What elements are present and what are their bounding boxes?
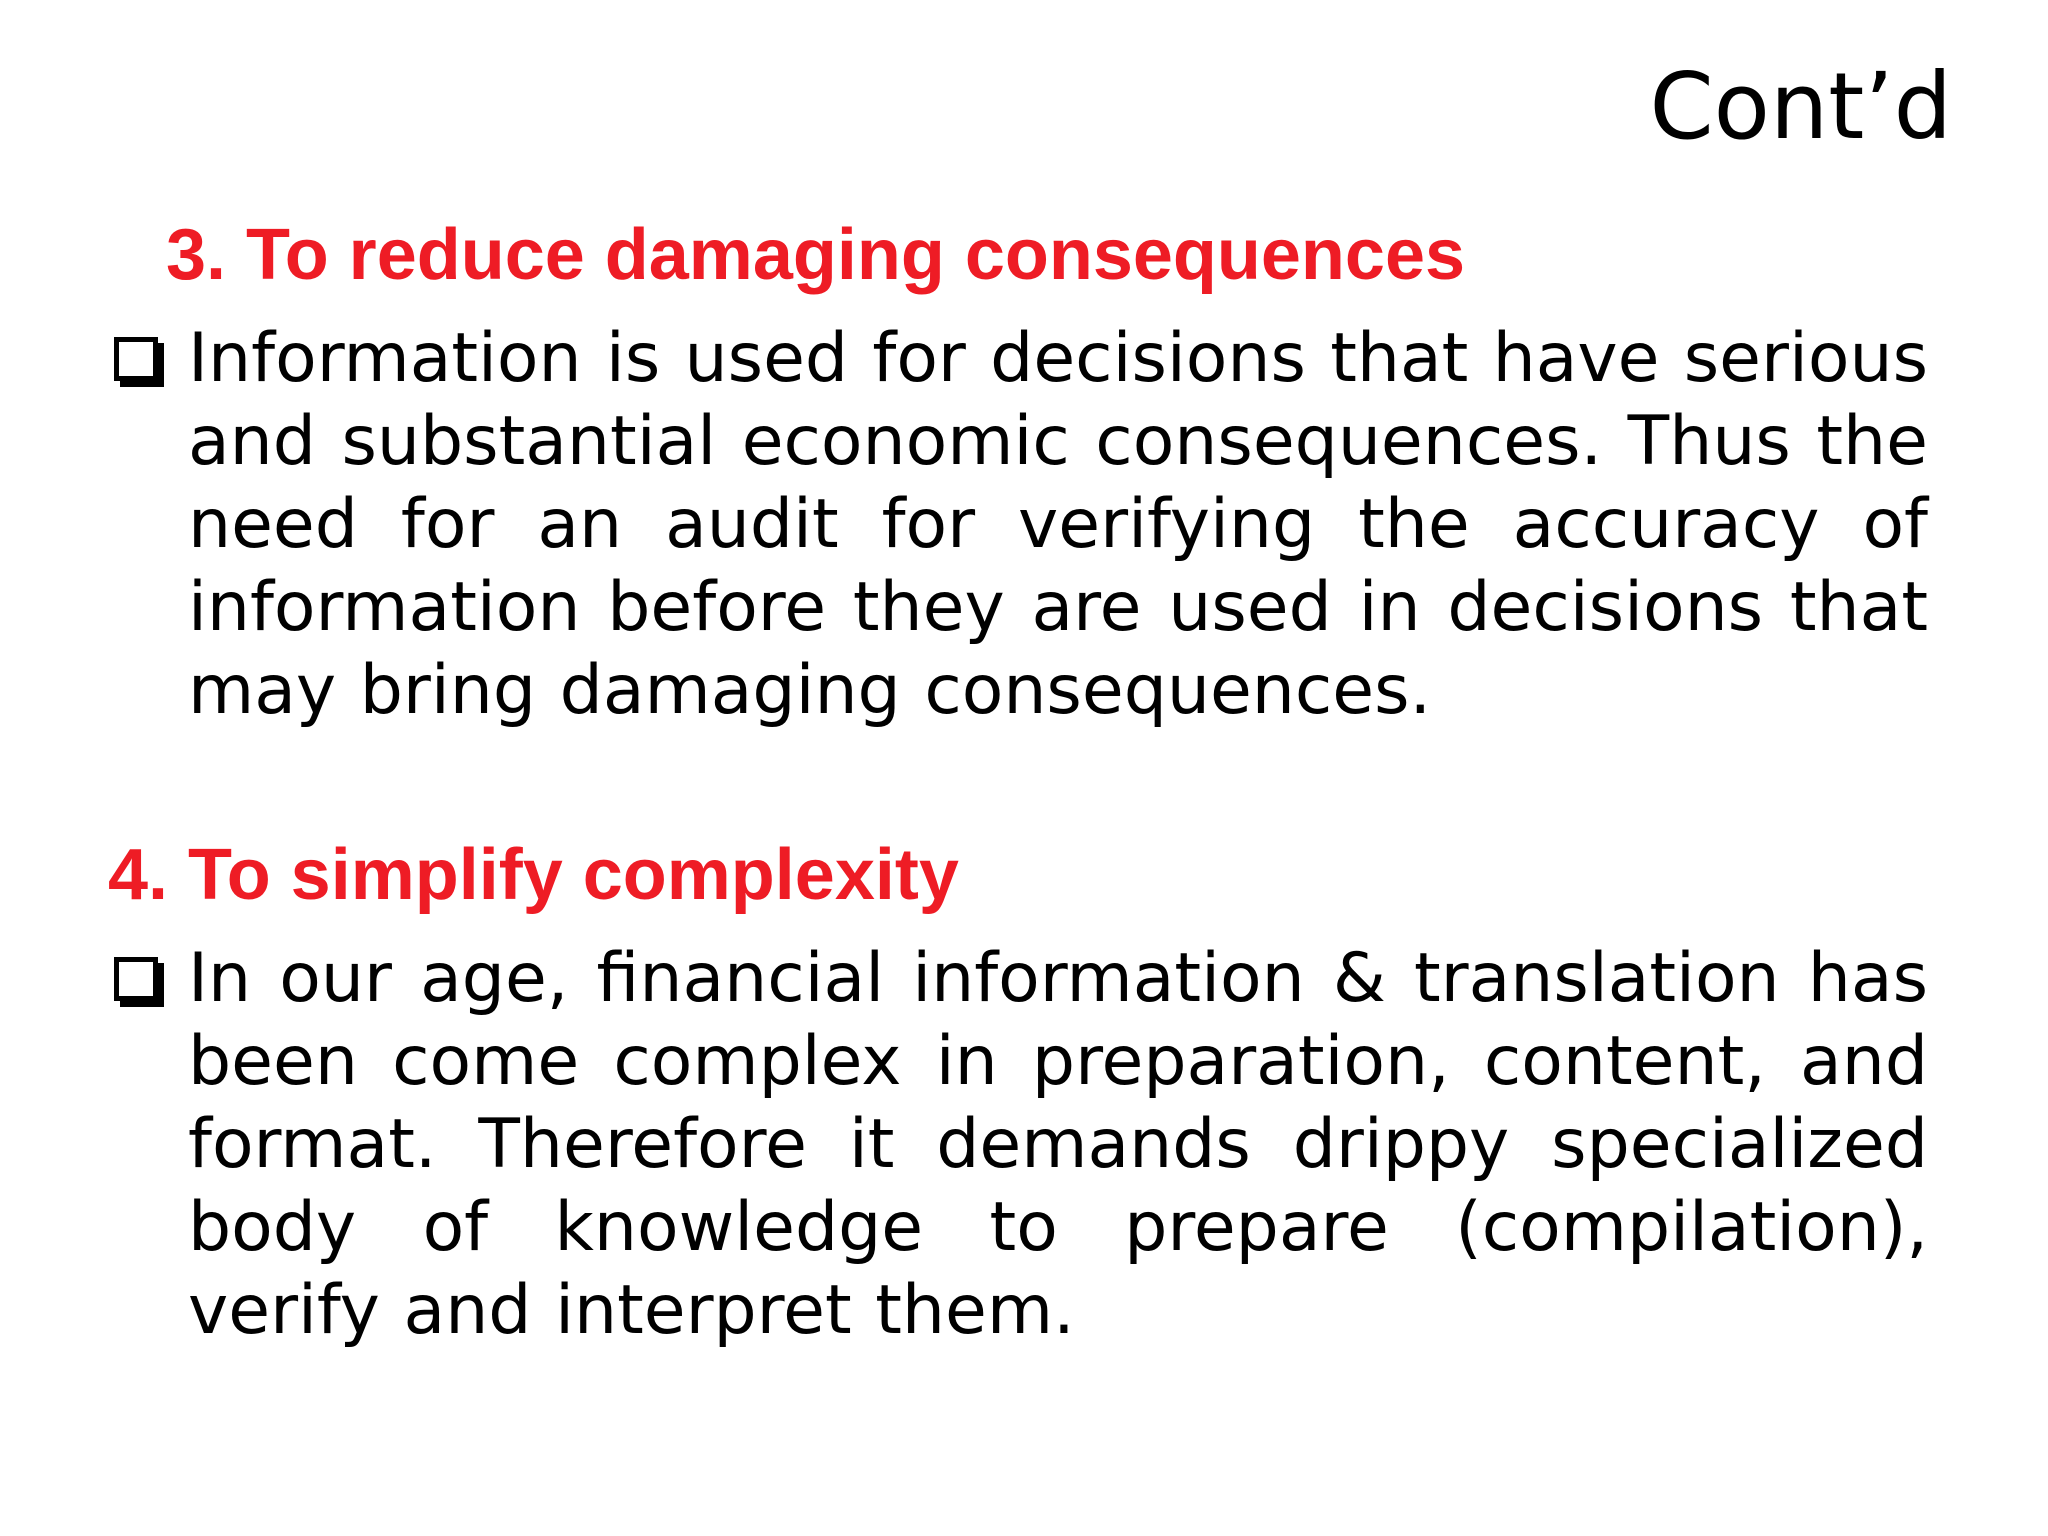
checkbox-bullet-icon: [114, 957, 158, 1001]
section-heading-reduce-damaging-consequences: 3. To reduce damaging consequences: [166, 215, 1466, 295]
checkbox-bullet-icon: [114, 337, 158, 381]
slide-title: Cont’d: [1649, 53, 1952, 160]
section-heading-simplify-complexity: 4. To simplify complexity: [108, 835, 959, 915]
bullet-text: Information is used for decisions that have serious and substantial economic consequences. Thus the need for an audit for verifying the accuracy of information before they are used in decisions that may bring damaging consequences.: [188, 319, 1928, 730]
bullet-text: In our age, financial information & translation has been come complex in preparation, content, and format. Therefore it demands drippy specialized body of knowledge to prepare (compilation), verify and interpret them.: [188, 939, 1928, 1350]
